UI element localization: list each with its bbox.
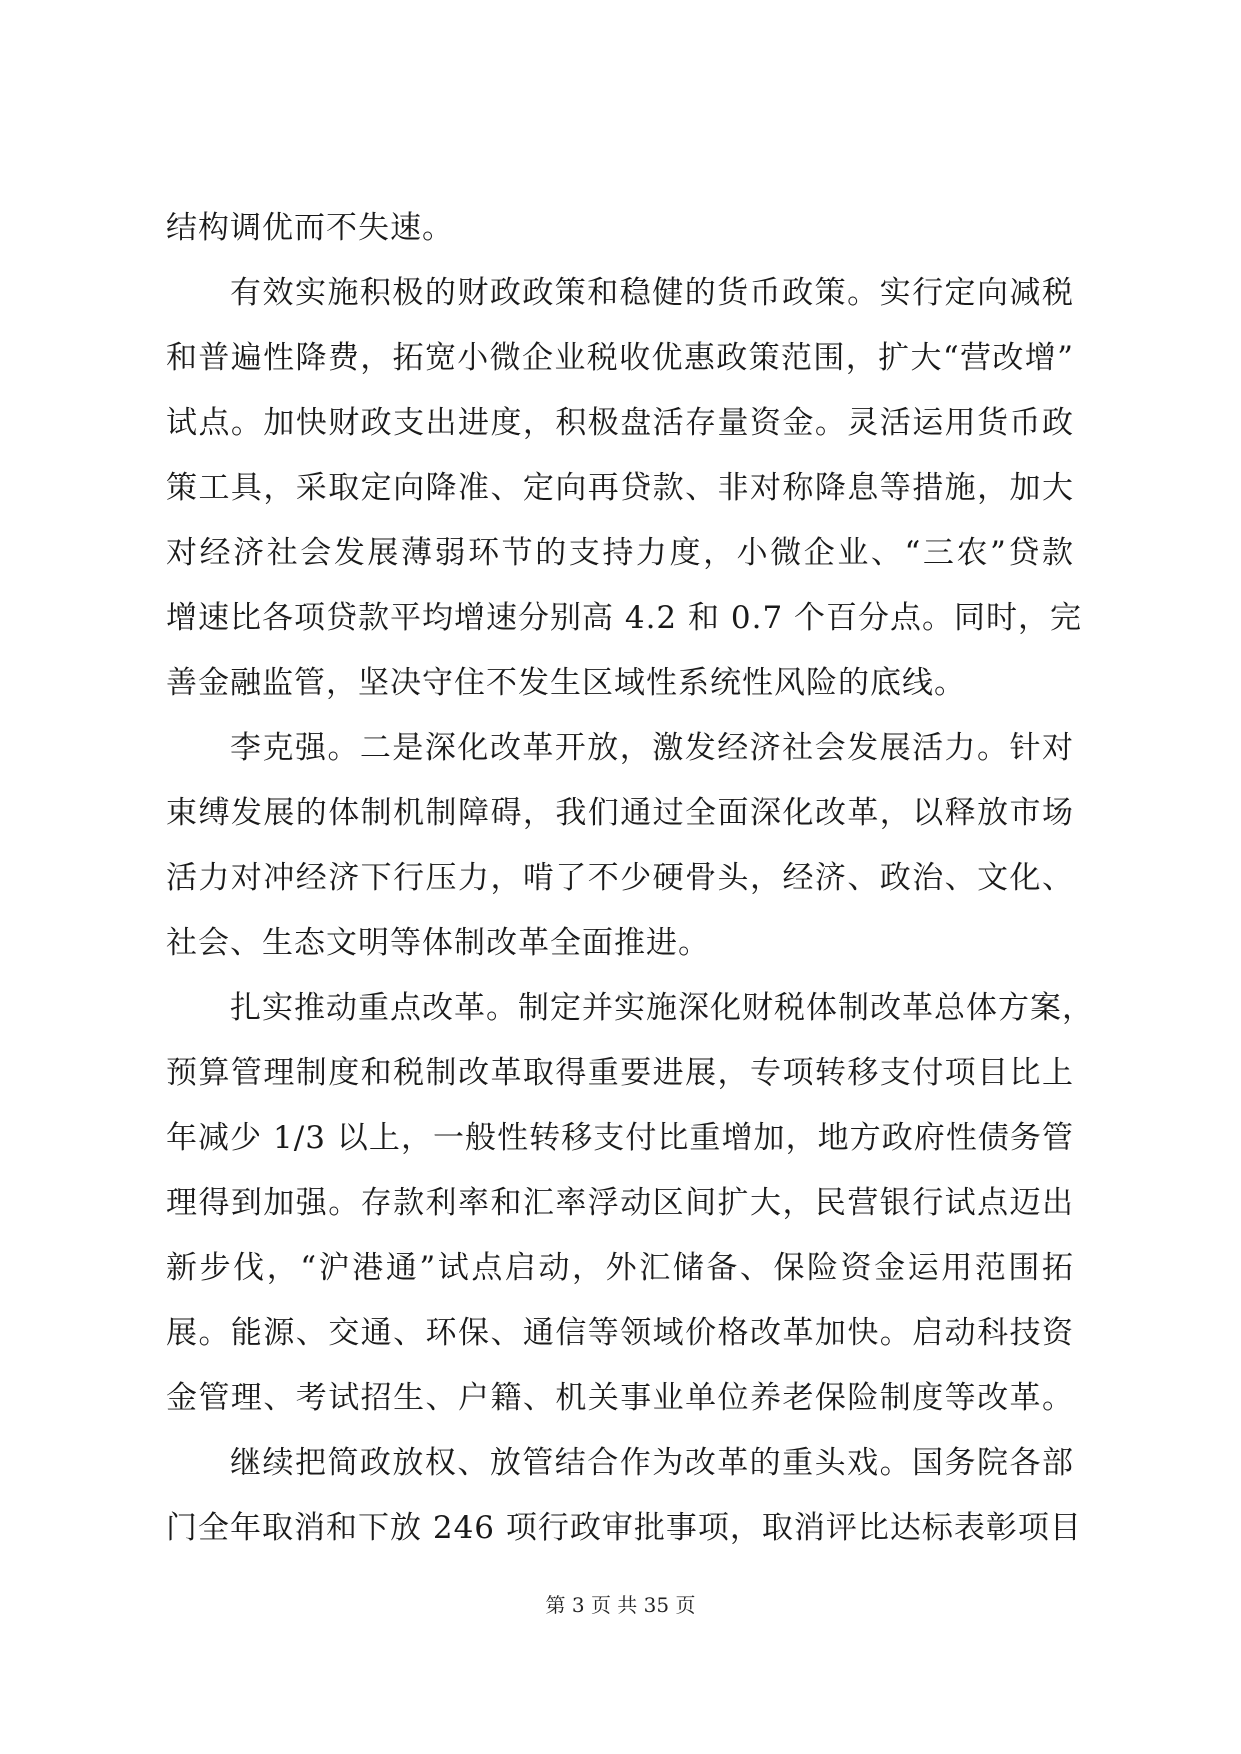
text-line: 社会、生态文明等体制改革全面推进。 (166, 925, 710, 961)
text-line: 策工具，采取定向降准、定向再贷款、非对称降息等措施，加大 (166, 470, 1074, 506)
text-line: 继续把简政放权、放管结合作为改革的重头戏。国务院各部 (230, 1445, 1074, 1481)
text-line: 年减少 1/3 以上，一般性转移支付比重增加，地方政府性债务管 (166, 1120, 1074, 1156)
text-line: 增速比各项贷款平均增速分别高 4.2 和 0.7 个百分点。同时，完 (166, 600, 1083, 636)
text-line: 李克强。二是深化改革开放，激发经济社会发展活力。针对 (230, 730, 1074, 766)
page-number-footer: 第 3 页 共 35 页 (545, 1593, 696, 1617)
text-line: 展。能源、交通、环保、通信等领域价格改革加快。启动科技资 (166, 1315, 1074, 1351)
text-line: 理得到加强。存款利率和汇率浮动区间扩大，民营银行试点迈出 (166, 1185, 1074, 1221)
text-line: 门全年取消和下放 246 项行政审批事项，取消评比达标表彰项目 (166, 1510, 1082, 1546)
text-line: 预算管理制度和税制改革取得重要进展，专项转移支付项目比上 (166, 1055, 1074, 1091)
text-line: 新步伐，“沪港通”试点启动，外汇储备、保险资金运用范围拓 (166, 1250, 1074, 1286)
text-line: 活力对冲经济下行压力，啃了不少硬骨头，经济、政治、文化、 (166, 860, 1074, 896)
text-line: 扎实推动重点改革。制定并实施深化财税体制改革总体方案， (230, 990, 1094, 1026)
text-line: 束缚发展的体制机制障碍，我们通过全面深化改革，以释放市场 (166, 795, 1074, 831)
text-line: 试点。加快财政支出进度，积极盘活存量资金。灵活运用货币政 (166, 405, 1074, 441)
text-line: 有效实施积极的财政政策和稳健的货币政策。实行定向减税 (230, 275, 1074, 311)
text-line: 结构调优而不失速。 (166, 210, 454, 246)
text-line: 和普遍性降费，拓宽小微企业税收优惠政策范围，扩大“营改增” (166, 340, 1074, 376)
body-text (166, 196, 1094, 1561)
text-line: 善金融监管，坚决守住不发生区域性系统性风险的底线。 (166, 665, 966, 701)
text-line: 对经济社会发展薄弱环节的支持力度，小微企业、“三农”贷款 (166, 535, 1074, 571)
text-line: 金管理、考试招生、户籍、机关事业单位养老保险制度等改革。 (166, 1380, 1074, 1416)
